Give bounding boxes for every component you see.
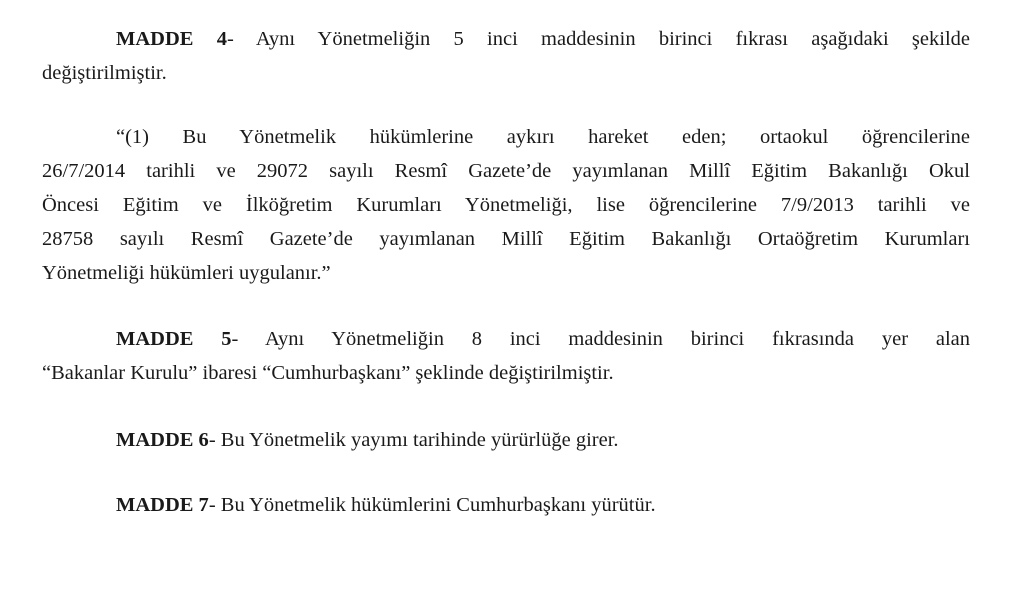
article-5-text-1: - Aynı Yönetmeliğin 8 inci maddesinin birinci fıkrasında yer alan <box>231 328 970 350</box>
article-5-heading: MADDE 5 <box>116 328 232 350</box>
article-6-text-1: - Bu Yönetmelik yayımı tarihinde yürürlüğe girer. <box>208 429 619 451</box>
quoted-line-5: Yönetmeliği hükümleri uygulanır.” <box>42 262 331 284</box>
article-4-line-2: değiştirilmiştir. <box>42 62 167 84</box>
article-7-text-1: - Bu Yönetmelik hükümlerini Cumhurbaşkanı yürütür. <box>208 494 656 516</box>
article-5-line-2: “Bakanlar Kurulu” ibaresi “Cumhurbaşkanı” şeklinde değiştirilmiştir. <box>42 362 614 384</box>
article-4-text-1: - Aynı Yönetmeliğin 5 inci maddesinin birinci fıkrası aşağıdaki şekilde <box>226 28 970 50</box>
article-4-heading: MADDE 4 <box>116 28 227 50</box>
quoted-line-4: 28758 sayılı Resmî Gazete’de yayımlanan Millî Eğitim Bakanlığı Ortaöğretim Kurumları <box>42 228 970 250</box>
quoted-line-2: 26/7/2014 tarihli ve 29072 sayılı Resmî Gazete’de yayımlanan Millî Eğitim Bakanlığı Okul <box>42 160 970 182</box>
quoted-paragraph <box>42 120 970 290</box>
article-5-line-1 <box>42 322 970 356</box>
article-4-paragraph <box>42 22 970 90</box>
article-6-paragraph <box>42 423 970 457</box>
article-7-paragraph <box>42 488 970 522</box>
article-6-line-1 <box>42 423 970 457</box>
article-7-heading: MADDE 7 <box>116 494 209 516</box>
article-5-paragraph <box>42 322 970 390</box>
article-6-heading: MADDE 6 <box>116 429 209 451</box>
quoted-line-3: Öncesi Eğitim ve İlköğretim Kurumları Yönetmeliği, lise öğrencilerine 7/9/2013 tarihli ve <box>42 194 970 216</box>
quoted-line-1: “(1) Bu Yönetmelik hükümlerine aykırı hareket eden; ortaokul öğrencilerine <box>116 126 970 148</box>
article-7-line-1 <box>42 488 970 522</box>
article-4-line-1 <box>42 22 970 56</box>
